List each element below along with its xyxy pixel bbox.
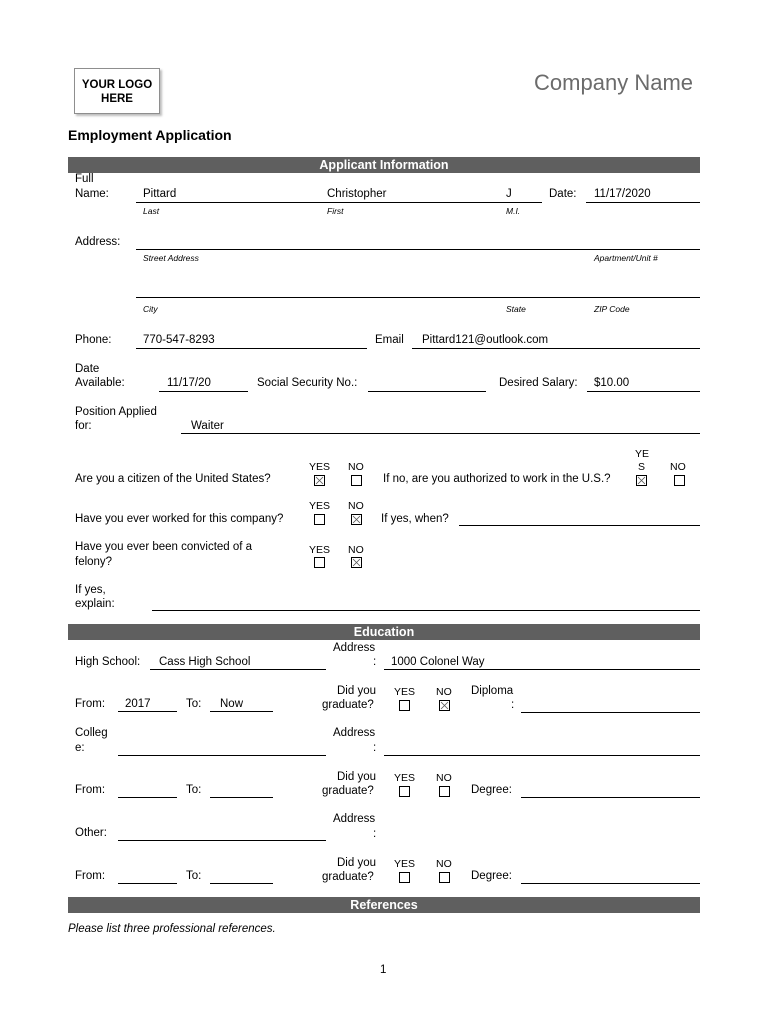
logo-line-1: YOUR LOGO xyxy=(81,79,153,91)
worked-question: Have you ever worked for this company? xyxy=(75,513,284,525)
other-from-field[interactable] xyxy=(118,883,177,884)
company-name: Company Name xyxy=(534,70,693,95)
college-degree-field[interactable] xyxy=(521,797,700,798)
other-did-you-label: Did you xyxy=(337,857,376,869)
hs-graduate-no-checkbox[interactable] xyxy=(439,700,450,711)
position-field[interactable] xyxy=(181,433,700,434)
college-graduate-no-checkbox[interactable] xyxy=(439,786,450,797)
hs-address-value[interactable]: 1000 Colonel Way xyxy=(391,656,485,668)
citizen-no-label: NO xyxy=(348,461,364,473)
date-available-label-2: Available: xyxy=(75,377,125,389)
page-number: 1 xyxy=(380,964,387,976)
worked-yes-label: YES xyxy=(309,500,331,512)
hs-graduate-label: graduate? xyxy=(322,699,374,711)
high-school-field[interactable] xyxy=(150,669,326,670)
other-degree-label: Degree: xyxy=(471,870,512,882)
street-address-field[interactable] xyxy=(136,249,700,250)
college-graduate-label: graduate? xyxy=(322,785,374,797)
references-note: Please list three professional references. xyxy=(68,923,276,935)
caption-state: State xyxy=(506,304,526,314)
high-school-label: High School: xyxy=(75,656,141,668)
caption-first: First xyxy=(327,206,344,216)
caption-city: City xyxy=(143,304,158,314)
hs-address-colon: : xyxy=(373,656,377,668)
high-school-value[interactable]: Cass High School xyxy=(159,656,251,668)
ssn-label: Social Security No.: xyxy=(257,377,358,389)
other-address-colon: : xyxy=(373,828,377,840)
diploma-field[interactable] xyxy=(521,712,700,713)
phone-value[interactable]: 770-547-8293 xyxy=(143,334,215,346)
felony-no-label: NO xyxy=(348,544,364,556)
hs-from-value[interactable]: 2017 xyxy=(125,698,151,710)
worked-no-checkbox[interactable] xyxy=(351,514,362,525)
hs-graduate-yes-checkbox[interactable] xyxy=(399,700,410,711)
other-graduate-yes-checkbox[interactable] xyxy=(399,872,410,883)
desired-salary-label: Desired Salary: xyxy=(499,377,578,389)
position-value[interactable]: Waiter xyxy=(191,420,224,432)
city-state-zip-field[interactable] xyxy=(136,297,700,298)
if-yes-when-field[interactable] xyxy=(459,525,700,526)
hs-grad-yes-label: YES xyxy=(394,686,416,698)
section-applicant-information: Applicant Information xyxy=(68,157,700,173)
college-grad-no-label: NO xyxy=(436,772,452,784)
worked-yes-checkbox[interactable] xyxy=(314,514,325,525)
other-graduate-label: graduate? xyxy=(322,871,374,883)
other-grad-yes-label: YES xyxy=(394,858,416,870)
authorized-no-label: NO xyxy=(670,461,686,473)
full-name-label-1: Full xyxy=(75,173,94,185)
hs-address-label: Address xyxy=(333,642,376,654)
other-field[interactable] xyxy=(118,840,326,841)
logo-line-2: HERE xyxy=(101,93,133,105)
hs-did-you-label: Did you xyxy=(337,685,376,697)
address-label: Address: xyxy=(75,236,121,248)
full-name-field[interactable] xyxy=(136,202,542,203)
caption-apartment: Apartment/Unit # xyxy=(594,253,658,263)
email-value[interactable]: Pittard121@outlook.com xyxy=(422,334,549,346)
hs-from-label: From: xyxy=(75,698,106,710)
ssn-field[interactable] xyxy=(368,391,486,392)
authorized-yes-label-1: YE xyxy=(635,448,650,460)
authorized-no-checkbox[interactable] xyxy=(674,475,685,486)
other-grad-no-label: NO xyxy=(436,858,452,870)
caption-last: Last xyxy=(143,206,160,216)
hs-to-value[interactable]: Now xyxy=(220,698,244,710)
felony-no-checkbox[interactable] xyxy=(351,557,362,568)
college-from-field[interactable] xyxy=(118,797,177,798)
worked-no-label: NO xyxy=(348,500,364,512)
caption-street-address: Street Address xyxy=(143,253,199,263)
authorized-yes-label-2: S xyxy=(638,461,646,473)
caption-mi: M.I. xyxy=(506,206,521,216)
explain-label-2: explain: xyxy=(75,598,115,610)
felony-question-2: felony? xyxy=(75,556,113,568)
college-to-field[interactable] xyxy=(210,797,273,798)
felony-yes-label: YES xyxy=(309,544,331,556)
other-address-label: Address xyxy=(333,813,376,825)
first-name-value[interactable]: Christopher xyxy=(327,188,387,200)
hs-to-field[interactable] xyxy=(210,711,273,712)
caption-zip: ZIP Code xyxy=(594,304,630,314)
college-degree-label: Degree: xyxy=(471,784,512,796)
felony-question-1: Have you ever been convicted of a xyxy=(75,541,253,553)
citizen-no-checkbox[interactable] xyxy=(351,475,362,486)
college-from-label: From: xyxy=(75,784,106,796)
date-available-field[interactable] xyxy=(159,391,248,392)
explain-label-1: If yes, xyxy=(75,584,106,596)
college-address-field[interactable] xyxy=(384,755,700,756)
phone-field[interactable] xyxy=(136,348,367,349)
position-label-1: Position Applied xyxy=(75,406,157,418)
felony-yes-checkbox[interactable] xyxy=(314,557,325,568)
phone-label: Phone: xyxy=(75,334,112,346)
position-label-2: for: xyxy=(75,420,92,432)
citizen-yes-checkbox[interactable] xyxy=(314,475,325,486)
other-label: Other: xyxy=(75,827,107,839)
other-graduate-no-checkbox[interactable] xyxy=(439,872,450,883)
other-to-field[interactable] xyxy=(210,883,273,884)
email-field[interactable] xyxy=(412,348,700,349)
form-title: Employment Application xyxy=(68,127,232,143)
other-from-label: From: xyxy=(75,870,106,882)
date-available-value[interactable]: 11/17/20 xyxy=(167,377,211,389)
diploma-label: Diploma xyxy=(471,685,514,697)
citizen-question: Are you a citizen of the United States? xyxy=(75,473,271,485)
college-grad-yes-label: YES xyxy=(394,772,416,784)
last-name-value[interactable]: Pittard xyxy=(143,188,177,200)
desired-salary-field[interactable] xyxy=(587,391,700,392)
explain-field[interactable] xyxy=(152,610,700,611)
authorized-question: If no, are you authorized to work in the U.S.? xyxy=(383,473,611,485)
date-label: Date: xyxy=(549,188,577,200)
hs-grad-no-label: NO xyxy=(436,686,452,698)
college-field[interactable] xyxy=(118,755,326,756)
college-did-you-label: Did you xyxy=(337,771,376,783)
other-degree-field[interactable] xyxy=(521,883,700,884)
email-label: Email xyxy=(375,334,404,346)
if-yes-when-label: If yes, when? xyxy=(381,513,449,525)
date-field[interactable] xyxy=(586,202,700,203)
date-available-label-1: Date xyxy=(75,363,100,375)
desired-salary-value[interactable]: $10.00 xyxy=(594,377,630,389)
college-address-colon: : xyxy=(373,742,377,754)
authorized-yes-checkbox[interactable] xyxy=(636,475,647,486)
college-graduate-yes-checkbox[interactable] xyxy=(399,786,410,797)
hs-from-field[interactable] xyxy=(118,711,177,712)
date-value[interactable]: 11/17/2020 xyxy=(594,188,651,200)
section-references: References xyxy=(68,897,700,913)
college-to-label: To: xyxy=(186,784,202,796)
citizen-yes-label: YES xyxy=(309,461,331,473)
hs-address-field[interactable] xyxy=(384,669,700,670)
diploma-colon: : xyxy=(511,699,515,711)
college-label-2: e: xyxy=(75,742,85,754)
company-logo xyxy=(74,68,160,114)
section-education: Education xyxy=(68,624,700,640)
hs-to-label: To: xyxy=(186,698,202,710)
other-to-label: To: xyxy=(186,870,202,882)
full-name-label-2: Name: xyxy=(75,188,109,200)
college-label-1: Colleg xyxy=(75,727,108,739)
college-address-label: Address xyxy=(333,727,376,739)
middle-initial-value[interactable]: J xyxy=(506,188,512,200)
